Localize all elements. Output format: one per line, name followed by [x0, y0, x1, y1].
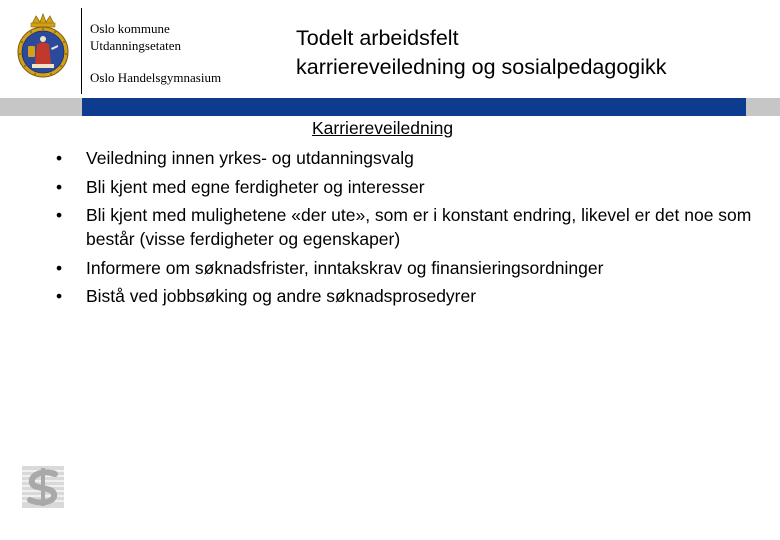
org-department: Utdanningsetaten — [90, 38, 181, 53]
school-logo-icon — [22, 466, 64, 508]
slide-title — [296, 24, 667, 82]
bullet-icon: • — [56, 176, 63, 197]
school-name: Oslo Handelsgymnasium — [90, 70, 222, 85]
org-name: Oslo kommune — [90, 21, 170, 36]
slide-title-line2: karriereveiledning og sosialpedagogikk — [296, 55, 667, 79]
list-item-text: Veiledning innen yrkes- og utdanningsvalg — [86, 148, 414, 168]
bullet-list — [0, 146, 760, 313]
list-item — [0, 256, 760, 280]
slide-title-line1: Todelt arbeidsfelt — [296, 26, 459, 50]
bullet-icon: • — [56, 148, 63, 168]
header-divider — [81, 8, 82, 94]
bullet-icon: • — [56, 286, 63, 306]
list-item-text: Bli kjent med egne ferdigheter og interesser — [86, 176, 425, 197]
list-item — [0, 146, 760, 170]
list-item — [0, 175, 760, 199]
oslo-crest-icon — [14, 12, 72, 80]
header-band-blue — [82, 98, 746, 116]
list-item-text: Informere om søknadsfrister, inntakskrav og finansieringsordninger — [86, 257, 604, 278]
list-item-text: Bli kjent med mulighetene «der ute», som er i konstant endring, likevel er det noe som består (visse ferdigheter og egenskaper) — [86, 205, 752, 249]
list-item-text: Bistå ved jobbsøking og andre søknadsprosedyrer — [86, 286, 477, 306]
list-item — [0, 284, 760, 308]
bullet-icon: • — [56, 257, 63, 278]
list-item — [0, 203, 760, 251]
section-heading: Karriereveiledning — [312, 118, 454, 138]
bullet-icon: • — [56, 205, 63, 225]
